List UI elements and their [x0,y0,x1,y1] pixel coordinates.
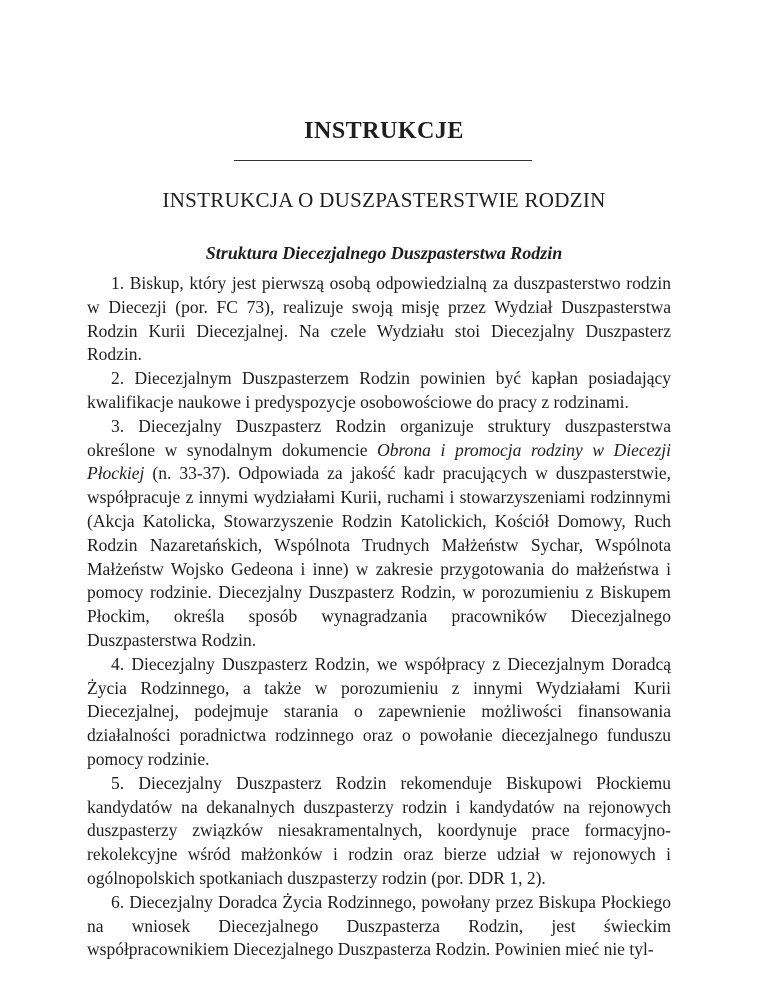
paragraph-3-start: 3. Diecezjalny Duszpasterz Rodzin organizuje struktury duszpasterstwa określone w synodalnym dokumencie [87,415,671,460]
body-text [87,272,671,962]
paragraph-6: 6. Diecezjalny Doradca Życia Rodzinnego, powołany przez Biskupa Płockiego na wniosek Diecezjalnego Duszpasterza Rodzin, jest świeckim współpracownikiem Diecezjalnego Duszpasterza Rodzin. Powinien mieć nie tyl- [87,891,671,960]
paragraph-1: 1. Biskup, który jest pierwszą osobą odpowiedzialną za duszpasterstwo rodzin w Diecezji (por. FC 73), realizuje swoją misję przez Wydział Duszpasterstwa Rodzin Kurii Diecezjalnej. Na czele Wydziału stoi Diecezjalny Duszpasterz Rodzin. [87,273,671,365]
paragraph-3 [87,415,671,653]
title-divider [234,160,532,161]
paragraph-3-end: (n. 33-37). Odpowiada za jakość kadr pracujących w duszpasterstwie, współpracuje z innymi wydziałami Kurii, ruchami i stowarzyszeniami rodzinnymi (Akcja Katolicka, Stowarzyszenie Rodzin Katolickich, Kościół Domowy, Ruch Rodzin Nazaretańskich, Wspólnota Trudnych Małżeństw Sychar, Wspólnota Małżeństw Wojsko Gedeona i inne) w zakresie przygotowania do małżeństwa i pomocy rodzinie. Diecezjalny Duszpasterz Rodzin, w porozumieniu z Biskupem Płockim, określa sposób wynagradzania pracowników Diecezjalnego Duszpasterstwa Rodzin. [87,463,671,650]
subheading: Struktura Diecezjalnego Duszpasterstwa Rodzin [205,243,563,263]
section-title: INSTRUKCJE [304,118,464,144]
paragraph-4: 4. Diecezjalny Duszpasterz Rodzin, we współpracy z Diecezjalnym Doradcą Życia Rodzinnego, a także w porozumieniu z innymi Wydziałami Kurii Diecezjalnej, podejmuje starania o zapewnienie możliwości finansowania działalności poradnictwa rodzinnego oraz o powołanie diecezjalnego funduszu pomocy rodzinie. [87,653,671,769]
document-reference: Obrona i promocja rodziny w Diecezji Płockiej [87,439,671,484]
document-title: INSTRUKCJA O DUSZPASTERSTWIE RODZIN [162,188,606,212]
paragraph-5: 5. Diecezjalny Duszpasterz Rodzin rekomenduje Biskupowi Płockiemu kandydatów na dekanalnych duszpasterzy rodzin i kandydatów na rejonowych duszpasterzy związków niesakramentalnych, koordynuje prace formacyjno-rekolekcyjne wśród małżonków i rodzin oraz bierze udział w rejonowych i ogólnopolskich spotkaniach duszpasterzy rodzin (por. DDR 1, 2). [87,772,671,888]
paragraph-2: 2. Diecezjalnym Duszpasterzem Rodzin powinien być kapłan posiadający kwalifikacje naukowe i predyspozycje osobowościowe do pracy z rodzinami. [87,368,671,412]
